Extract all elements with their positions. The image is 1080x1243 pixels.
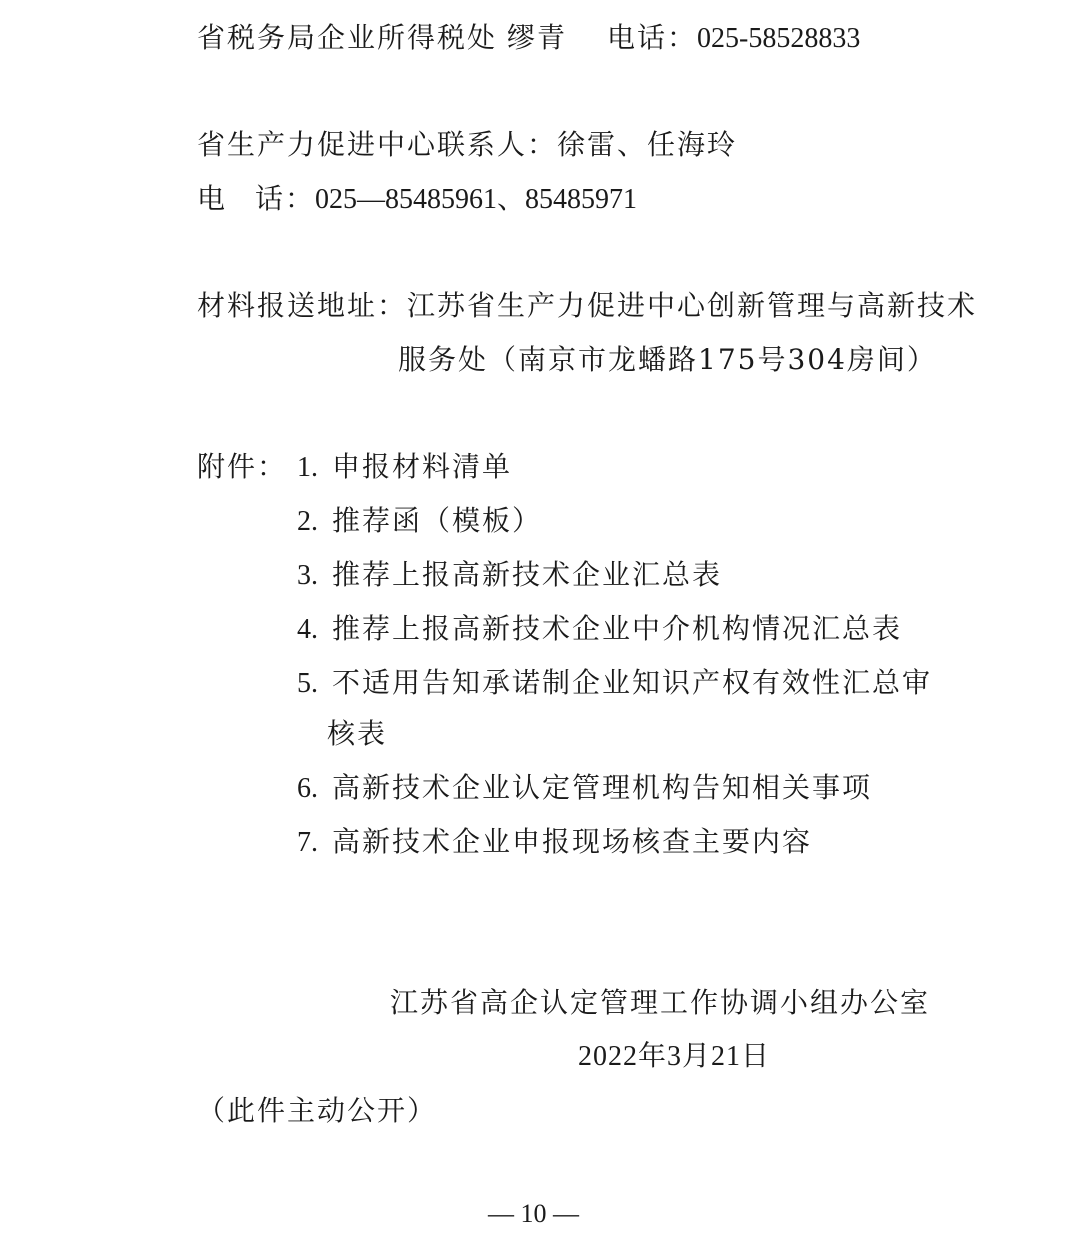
- attachment-item-4: [297, 611, 902, 648]
- tax-bureau-contact: [197, 20, 860, 57]
- address-label: 材料报送地址：: [197, 289, 408, 322]
- attachment-text-7: 高新技术企业申报现场核查主要内容: [332, 825, 813, 858]
- attachment-text-2: 推荐函（模板）: [332, 504, 543, 537]
- tax-bureau-phone: 025-58528833: [697, 23, 861, 54]
- productivity-center-contact: 省生产力促进中心联系人：徐雷、任海玲: [197, 128, 738, 161]
- attachment-item-2: [297, 503, 542, 540]
- attachment-num-5: 5.: [297, 668, 318, 699]
- attachment-num-6: 6.: [297, 773, 318, 804]
- page-number: — 10 —: [488, 1199, 579, 1228]
- attachment-item-5-continued: 核表: [327, 717, 388, 750]
- attachment-item-5: [297, 665, 932, 702]
- attachments-label: 附件：: [197, 450, 288, 483]
- attachment-num-1: 1.: [297, 452, 318, 483]
- attachment-num-3: 3.: [297, 560, 318, 591]
- tax-bureau-dept: 省税务局企业所得税处: [197, 21, 498, 54]
- productivity-center-phone-line: [197, 181, 637, 218]
- issue-date: 2022年3月21日: [578, 1041, 771, 1072]
- attachment-item-7: [297, 824, 812, 861]
- attachment-num-7: 7.: [297, 827, 318, 858]
- attachment-text-4: 推荐上报高新技术企业中介机构情况汇总表: [332, 612, 903, 645]
- attachment-text-6: 高新技术企业认定管理机构告知相关事项: [332, 771, 873, 804]
- tax-bureau-person: 缪青: [507, 21, 568, 54]
- productivity-center-phone: 025—85485961、85485971: [315, 184, 638, 215]
- attachment-text-1: 申报材料清单: [332, 450, 513, 483]
- attachment-num-4: 4.: [297, 614, 318, 645]
- address-line-1: [197, 288, 977, 324]
- phone-label-char-2: 话：: [255, 182, 316, 215]
- disclosure-note: （此件主动公开）: [197, 1094, 438, 1127]
- issuer-name: 江苏省高企认定管理工作协调小组办公室: [390, 986, 931, 1019]
- address-text-1: 江苏省生产力促进中心创新管理与高新技术: [407, 289, 978, 322]
- attachment-item-6: [297, 770, 872, 807]
- attachment-text-5: 不适用告知承诺制企业知识产权有效性汇总审: [332, 666, 933, 699]
- attachment-item-1: [297, 449, 512, 486]
- attachment-num-2: 2.: [297, 506, 318, 537]
- phone-label-char-1: 电: [197, 182, 228, 215]
- tax-bureau-phone-label: 电话：: [607, 21, 698, 54]
- attachment-item-3: [297, 557, 722, 594]
- address-line-2: 服务处（南京市龙蟠路175号304房间）: [398, 343, 937, 376]
- attachment-text-3: 推荐上报高新技术企业汇总表: [332, 558, 723, 591]
